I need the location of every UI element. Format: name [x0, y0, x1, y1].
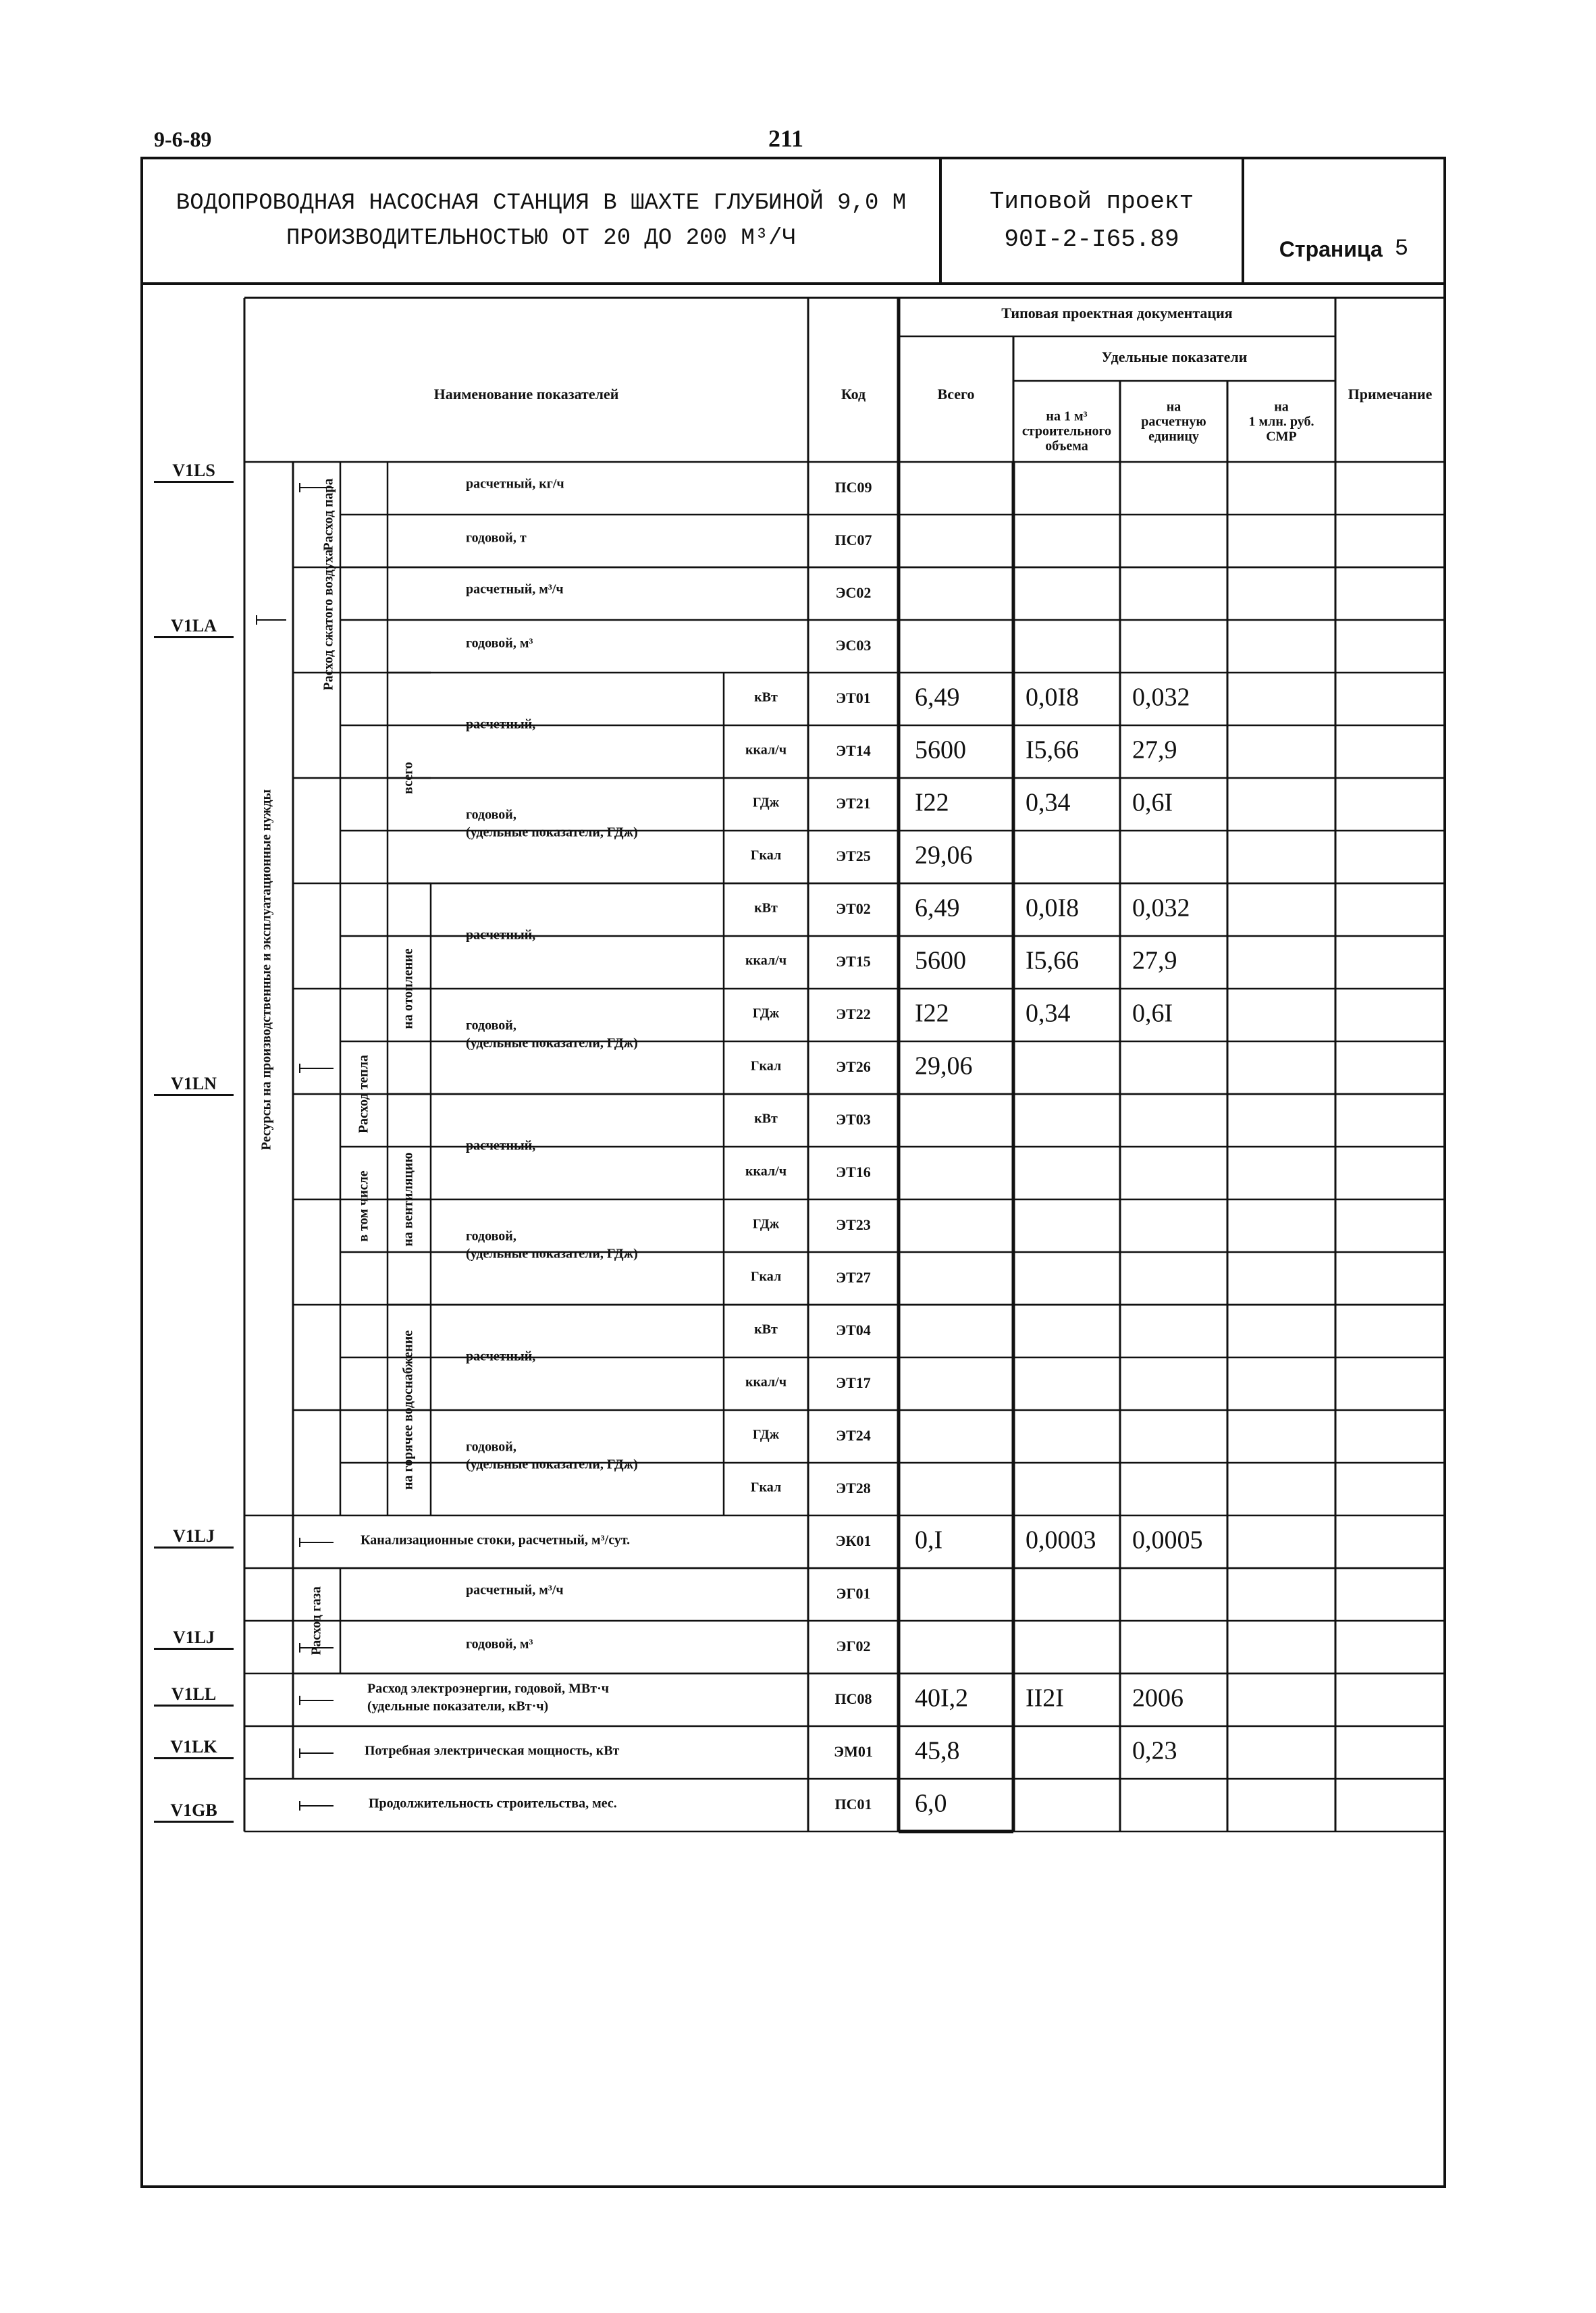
resources-vertical-label: Ресурсы на производственные и эксплуатационные нужды — [259, 789, 274, 1151]
side-ref: V1LS — [154, 461, 234, 483]
value-total: 40I,2 — [915, 1684, 969, 1713]
sheet-label: Страница — [1279, 237, 1383, 261]
value-per-m3: I5,66 — [1026, 946, 1080, 975]
unit-label: ккал/ч — [745, 1374, 787, 1390]
row-code: ЭТ28 — [836, 1480, 871, 1497]
unit-label: ккал/ч — [745, 742, 787, 758]
value-per-unit: 0,6I — [1132, 999, 1173, 1028]
per-mln-header: 1 млн. руб. — [1248, 414, 1314, 430]
row-label: Расход электроэнергии, годовой, МВт·ч — [367, 1681, 610, 1696]
unit-label: ГДж — [752, 1006, 780, 1021]
per-m3-header: строительного — [1021, 423, 1112, 439]
row-code: ЭС02 — [835, 584, 872, 602]
hot-water-vertical-label: на горячее водоснабжение — [400, 1330, 416, 1490]
value-total: 45,8 — [915, 1736, 960, 1765]
value-total: 29,06 — [915, 841, 973, 870]
value-per-m3: 0,0I8 — [1026, 683, 1080, 712]
row-label: (удельные показатели, кВт·ч) — [367, 1698, 549, 1714]
value-per-unit: 0,0005 — [1132, 1526, 1203, 1555]
side-ref: V1LA — [154, 616, 234, 638]
row-code: ЭТ23 — [836, 1216, 871, 1234]
unit-label: кВт — [754, 900, 778, 916]
unit-label: Гкал — [750, 1269, 782, 1284]
per-unit-header: расчетную — [1141, 414, 1206, 430]
gas-vertical-label: Расход газа — [309, 1586, 324, 1655]
side-ref: V1GB — [154, 1800, 234, 1823]
value-total: 6,49 — [915, 683, 960, 712]
row-label: годовой, — [466, 1018, 516, 1033]
title-line-1: ВОДОПРОВОДНАЯ НАСОСНАЯ СТАНЦИЯ В ШАХТЕ ГЛУБИНОЙ 9,0 М — [176, 190, 907, 216]
unit-label: ккал/ч — [745, 953, 787, 968]
row-code: ПС07 — [834, 531, 872, 549]
per-unit-header: единицу — [1148, 429, 1199, 444]
row-label: годовой, — [466, 807, 516, 823]
group-header: Типовая проектная документация — [1001, 305, 1233, 322]
heat-vertical-label: Расход тепла — [356, 1054, 371, 1134]
side-ref: V1LK — [154, 1737, 234, 1759]
including-vertical-label: в том числе — [356, 1170, 371, 1242]
row-code: ЭТ22 — [836, 1006, 871, 1023]
total-column-header: Всего — [937, 386, 975, 403]
unit-label: кВт — [754, 690, 778, 705]
value-total: 0,I — [915, 1526, 943, 1555]
row-code: ЭК01 — [835, 1532, 872, 1550]
unit-label: Гкал — [750, 1058, 782, 1074]
side-ref: V1LJ — [154, 1628, 234, 1650]
row-code: ПС09 — [834, 479, 872, 496]
row-code: ЭТ01 — [836, 690, 871, 707]
per-mln-header: на — [1274, 399, 1289, 415]
name-column-header: Наименование показателей — [433, 386, 619, 403]
row-label: расчетный, — [466, 717, 536, 732]
side-ref: V1LN — [154, 1074, 234, 1096]
value-total: 29,06 — [915, 1051, 973, 1081]
value-per-unit: 27,9 — [1132, 735, 1177, 764]
row-label: (удельные показатели, ГДж) — [466, 1035, 638, 1051]
unit-label: Гкал — [750, 848, 782, 863]
project-number: 90I-2-I65.89 — [1004, 226, 1179, 253]
row-code: ПС08 — [834, 1690, 872, 1708]
value-total: 6,49 — [915, 893, 960, 922]
row-label: Канализационные стоки, расчетный, м³/сут. — [361, 1532, 631, 1548]
title-line-2: ПРОИЗВОДИТЕЛЬНОСТЬЮ ОТ 20 ДО 200 М³/Ч — [286, 226, 796, 251]
row-label: расчетный, кг/ч — [466, 476, 564, 492]
row-label: годовой, т — [466, 530, 527, 546]
value-total: 5600 — [915, 735, 966, 764]
per-m3-header: на 1 м³ — [1046, 409, 1088, 424]
project-label: Типовой проект — [989, 188, 1194, 215]
row-label: годовой, м³ — [466, 635, 533, 651]
row-code: ЭТ26 — [836, 1058, 871, 1076]
row-label: расчетный, — [466, 1138, 536, 1153]
row-code: ЭС03 — [835, 637, 872, 654]
row-label: годовой, м³ — [466, 1636, 533, 1652]
sheet-number: 5 — [1394, 236, 1409, 262]
value-per-unit: 0,032 — [1132, 893, 1190, 922]
value-per-m3: 0,34 — [1026, 788, 1071, 817]
unit-label: Гкал — [750, 1480, 782, 1495]
value-total: 6,0 — [915, 1789, 947, 1818]
document-number: 9-6-89 — [154, 127, 212, 151]
page-number: 211 — [768, 125, 804, 152]
row-label: годовой, — [466, 1439, 516, 1455]
per-m3-header: объема — [1045, 438, 1088, 454]
row-label: (удельные показатели, ГДж) — [466, 1457, 638, 1472]
value-per-unit: 27,9 — [1132, 946, 1177, 975]
row-label: расчетный, м³/ч — [466, 581, 564, 597]
row-code: ЭТ02 — [836, 900, 871, 918]
row-code: ЭТ21 — [836, 795, 871, 812]
unit-label: ккал/ч — [745, 1164, 787, 1179]
unit-label: ГДж — [752, 1427, 780, 1443]
row-code: ЭТ03 — [836, 1111, 871, 1128]
value-per-m3: II2I — [1026, 1684, 1064, 1713]
row-code: ЭТ27 — [836, 1269, 871, 1287]
value-per-m3: 0,0003 — [1026, 1526, 1096, 1555]
unit-label: ГДж — [752, 795, 780, 810]
value-total: 5600 — [915, 946, 966, 975]
row-code: ЭГ02 — [836, 1638, 871, 1655]
row-label: Потребная электрическая мощность, кВт — [365, 1743, 620, 1759]
row-code: ЭТ17 — [836, 1374, 871, 1392]
note-column-header: Примечание — [1348, 386, 1433, 403]
row-code: ПС01 — [834, 1796, 872, 1813]
row-code: ЭГ01 — [836, 1585, 871, 1603]
row-code: ЭТ15 — [836, 953, 871, 970]
value-per-unit: 0,6I — [1132, 788, 1173, 817]
row-code: ЭТ24 — [836, 1427, 871, 1445]
value-per-unit: 2006 — [1132, 1684, 1183, 1713]
air-vertical-label: Расход сжатого воздуха — [321, 549, 336, 691]
row-code: ЭТ16 — [836, 1164, 871, 1181]
row-label: Продолжительность строительства, мес. — [369, 1796, 617, 1811]
row-code: ЭМ01 — [834, 1743, 873, 1761]
ventilation-vertical-label: на вентиляцию — [400, 1152, 416, 1247]
side-ref: V1LL — [154, 1684, 234, 1707]
side-ref: V1LJ — [154, 1526, 234, 1549]
value-per-unit: 0,032 — [1132, 683, 1190, 712]
value-total: I22 — [915, 788, 949, 817]
unit-label: кВт — [754, 1111, 778, 1126]
value-total: I22 — [915, 999, 949, 1028]
heat-total-vertical-label: всего — [400, 762, 416, 794]
row-label: расчетный, — [466, 1349, 536, 1364]
value-per-m3: 0,34 — [1026, 999, 1071, 1028]
row-label: (удельные показатели, ГДж) — [466, 825, 638, 840]
value-per-unit: 0,23 — [1132, 1736, 1177, 1765]
row-label: годовой, — [466, 1228, 516, 1244]
per-mln-header: СМР — [1266, 429, 1297, 444]
value-per-m3: 0,0I8 — [1026, 893, 1080, 922]
per-unit-header: на — [1166, 399, 1181, 415]
row-code: ЭТ25 — [836, 848, 871, 865]
row-label: (удельные показатели, ГДж) — [466, 1246, 638, 1262]
steam-vertical-label: Расход пара — [321, 478, 336, 551]
unit-label: кВт — [754, 1322, 778, 1337]
row-code: ЭТ14 — [836, 742, 871, 760]
heating-vertical-label: на отопление — [400, 948, 416, 1029]
unit-label: ГДж — [752, 1216, 780, 1232]
specific-header: Удельные показатели — [1101, 348, 1248, 366]
row-label: расчетный, — [466, 927, 536, 943]
row-label: расчетный, м³/ч — [466, 1582, 564, 1598]
row-code: ЭТ04 — [836, 1322, 871, 1339]
code-column-header: Код — [841, 386, 866, 403]
value-per-m3: I5,66 — [1026, 735, 1080, 764]
